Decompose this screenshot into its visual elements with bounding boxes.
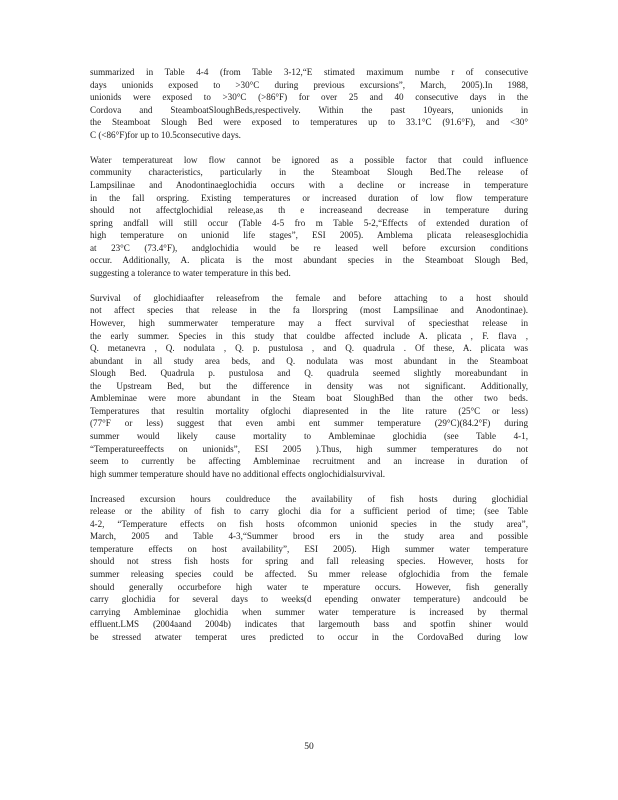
text-line: seem to currently be affecting Ambleminae recruitment and an increase in duration of bbox=[90, 456, 528, 467]
text-line: release or the ability of fish to carry glochi dia for a sufficient period of time; (see Table bbox=[90, 506, 528, 517]
text-line: be stressed atwater temperat ures predicted to occur in the CordovaBed during low bbox=[90, 631, 528, 642]
text-line: However, high summerwater temperature may a ffect survival of speciesthat release in bbox=[90, 318, 528, 329]
text-line: community characteristics, particularly in the Steamboat Slough Bed.The release of bbox=[90, 167, 528, 178]
text-line: the Steamboat Slough Bed were exposed to temperatures up to 33.1°C (91.6°F), and <30° bbox=[90, 117, 528, 128]
text-line: Ambleminae were more abundant in the Steam boat SloughBed than the other two beds. bbox=[90, 393, 528, 404]
text-line: Lampsilinae and Anodontinaeglochidia occurs with a decline or increase in temperature bbox=[90, 179, 528, 190]
text-line: Slough Bed. Quadrula p. pustulosa and Q. quadrula seemed slightly moreabundant in bbox=[90, 368, 528, 379]
text-line: should generally occurbefore high water te mperature occurs. However, fish generally bbox=[90, 581, 528, 592]
paragraph-1 bbox=[90, 66, 528, 141]
text-line: the early summer. Species in this study that couldbe affected include A. plicata , F. flava , bbox=[90, 330, 528, 341]
text-line: suggesting a tolerance to water temperature in this bed. bbox=[90, 267, 291, 278]
text-line: high summer temperature should have no additional effects onglochidialsurvival. bbox=[90, 468, 386, 479]
text-line: at 23°C (73.4°F), andglochidia would be re leased well before excursion conditions bbox=[90, 242, 528, 253]
text-line: high temperature on unionid life stages”, ESI 2005). Amblema plicata releasesglochidia bbox=[90, 230, 528, 241]
text-line: in the fall orspring. Existing temperatures or increased duration of low flow temperature bbox=[90, 192, 528, 203]
page-number: 50 bbox=[304, 742, 314, 752]
text-line: Temperatures that resultin mortality ofglochi diapresented in the lite rature (25°C or less) bbox=[90, 405, 528, 416]
text-line: summer releasing species could be affected. Su mmer release ofglochidia from the female bbox=[90, 569, 528, 580]
text-line: summer would likely cause mortality to Ambleminae glochidia (see Table 4-1, bbox=[90, 430, 528, 441]
text-line: unionids were exposed to >30°C (>86°F) for over 25 and 40 consecutive days in the bbox=[90, 92, 528, 103]
text-line: C (<86°F)for up to 10.5consecutive days. bbox=[90, 129, 241, 140]
text-line: March, 2005 and Table 4-3,“Summer brood ers in the study area and possible bbox=[90, 531, 528, 542]
paragraph-2 bbox=[90, 154, 528, 279]
text-line: Water temperatureat low flow cannot be ignored as a possible factor that could influence bbox=[90, 154, 528, 165]
text-line: days unionids exposed to >30°C during previous excursions”, March, 2005).In 1988, bbox=[90, 79, 528, 90]
text-line: should not stress fish hosts for spring and fall releasing species. However, hosts for bbox=[90, 556, 528, 567]
body-text bbox=[90, 66, 528, 656]
text-line: “Temperatureeffects on unionids”, ESI 2005 ).Thus, high summer temperatures do not bbox=[90, 443, 528, 454]
text-line: carrying Ambleminae glochidia when summer water temperature is increased by thermal bbox=[90, 606, 528, 617]
text-line: carry glochidia for several days to weeks(d epending onwater temperature) andcould be bbox=[90, 594, 528, 605]
text-line: should not affectglochidial release,as th e increaseand decrease in temperature during bbox=[90, 205, 528, 216]
text-line: temperature effects on host availability”, ESI 2005). High summer water temperature bbox=[90, 543, 528, 554]
text-line: (77°F or less) suggest that even ambi ent summer temperature (29°C)(84.2°F) during bbox=[90, 418, 528, 429]
text-line: abundant in all study area beds, and Q. nodulata was most abundant in the Steamboat bbox=[90, 355, 528, 366]
text-line: summarized in Table 4-4 (from Table 3-12,“E stimated maximum numbe r of consecutive bbox=[90, 67, 528, 77]
text-line: 4-2, “Temperature effects on fish hosts ofcommon unionid species in the study area”, bbox=[90, 518, 528, 529]
text-line: spring andfall will still occur (Table 4-5 fro m Table 5-2,“Effects of extended duration of bbox=[90, 217, 528, 228]
text-line: the Upstream Bed, but the difference in density was not significant. Additionally, bbox=[90, 380, 528, 391]
text-line: Q. metanevra , Q. nodulata , Q. p. pustulosa , and Q. quadrula . Of these, A. plicata was bbox=[90, 343, 528, 354]
text-line: not affect species that release in the fa llorspring (most Lampsilinae and Anodontinae). bbox=[90, 305, 528, 316]
paragraph-3 bbox=[90, 292, 528, 480]
text-line: Increased excursion hours couldreduce the availability of fish hosts during glochidial bbox=[90, 493, 528, 504]
text-line: Cordova and SteamboatSloughBeds,respectively. Within the past 10years, unionids in bbox=[90, 104, 528, 115]
text-line: effluent.LMS (2004aand 2004b) indicates that largemouth bass and spotfin shiner would bbox=[90, 619, 528, 630]
text-line: occur. Additionally, A. plicata is the most abundant species in the Steamboat Slough Bed, bbox=[90, 255, 528, 266]
text-line: Survival of glochidiaafter releasefrom the female and before attaching to a host should bbox=[90, 292, 528, 303]
paragraph-4 bbox=[90, 493, 528, 644]
